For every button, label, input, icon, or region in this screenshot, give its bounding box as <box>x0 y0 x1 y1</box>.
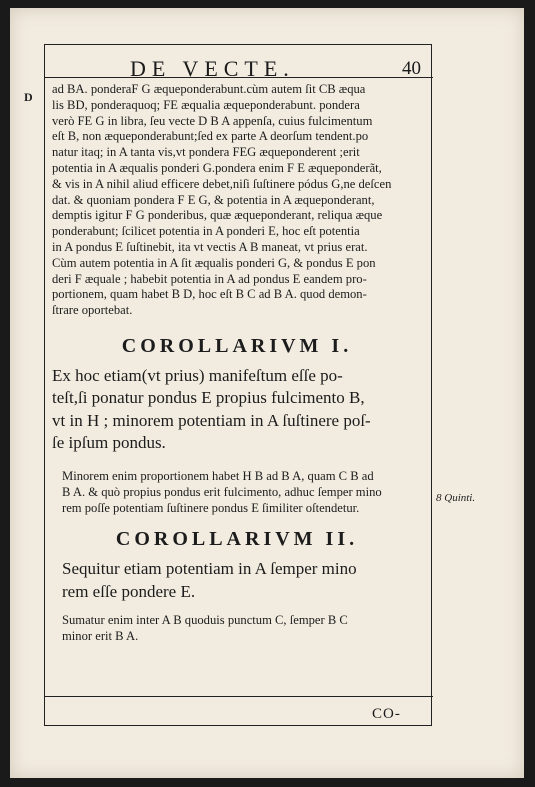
text-line: potentia in A æqualis ponderi G.pondera enim F E æqueponderãt, <box>52 160 382 175</box>
text-line: portionem, quam habet B D, hoc eſt B C ad B A. quod demon- <box>52 287 367 302</box>
corollary-2-proof <box>52 613 422 645</box>
catchword: CO- <box>372 706 401 722</box>
running-head: DE VECTE. <box>130 56 295 81</box>
corollary-1-proof <box>52 469 422 516</box>
margin-letter: D <box>24 90 33 104</box>
text-line: teſt,ſi ponatur pondus E propius fulcimento B, <box>52 388 365 408</box>
text-line: ſe ipſum pondus. <box>52 433 166 453</box>
text-line: eſt B, non æqueponderabunt;ſed ex parte A deorſum tendent.po <box>52 129 369 144</box>
text-line: minor erit B A. <box>62 629 139 644</box>
footer-rule <box>44 696 433 697</box>
corollary-1-heading: COROLLARIVM I. <box>121 334 353 357</box>
corollary-2-heading: COROLLARIVM II. <box>115 528 359 551</box>
text-line: Sumatur enim inter A B quoduis punctum C, ſemper B C <box>62 613 348 628</box>
text-line: & vis in A nihil aliud efficere debet,niſi ſuſtinere pódus G,ne deſcen <box>52 176 392 191</box>
text-line: vt in H ; minorem potentiam in A ſuſtinere poſ- <box>52 410 371 430</box>
text-line: B A. & quò propius pondus erit fulcimento, adhuc ſemper mino <box>62 484 382 499</box>
text-line: deri F æquale ; habebit potentia in A ad pondus E eandem pro- <box>52 271 367 286</box>
text-line: rem poſſe potentiam ſuſtinere pondus E ſimiliter oſtendetur. <box>62 500 360 515</box>
text-line: ad BA. ponderaF G æqueponderabunt.cùm autem ſit CB æqua <box>52 82 366 96</box>
text-line: demptis igitur F G ponderibus, quæ æqueponderant, reliqua æque <box>52 208 383 223</box>
page-body <box>52 82 422 645</box>
text-line: ſtrare oportebat. <box>52 303 133 318</box>
margin-note: 8 Quinti. <box>436 492 476 504</box>
page-number: 40 <box>402 58 421 79</box>
paragraph-main <box>52 82 422 319</box>
text-line: Minorem enim proportionem habet H B ad B A, quam C B ad <box>62 468 374 483</box>
corollary-1-statement <box>52 365 422 455</box>
text-line: verò FE G in libra, ſeu vecte D B A appenſa, cuius fulcimentum <box>52 113 373 128</box>
corollary-2-statement <box>52 558 422 603</box>
text-line: ponderabunt; ſcilicet potentia in A ponderi E, hoc eſt potentia <box>52 224 360 239</box>
text-line: in A pondus E ſuſtinebit, ita vt vectis A B maneat, vt prius erat. <box>52 239 368 254</box>
text-line: lis BD, ponderaquoq; FE æqualia æqueponderabunt. pondera <box>52 97 360 112</box>
text-line: dat. & quoniam pondera F E G, & potentia in A æqueponderant, <box>52 192 375 207</box>
text-line: Ex hoc etiam(vt prius) manifeſtum eſſe po- <box>52 365 343 385</box>
text-line: Cùm autem potentia in A ſit æqualis ponderi G, & pondus E pon <box>52 255 376 270</box>
text-line: natur itaq; in A tanta vis,vt pondera FEG æqueponderent ;erit <box>52 145 360 160</box>
text-line: Sequitur etiam potentiam in A ſemper mino <box>62 559 357 579</box>
text-line: rem eſſe pondere E. <box>62 581 196 601</box>
